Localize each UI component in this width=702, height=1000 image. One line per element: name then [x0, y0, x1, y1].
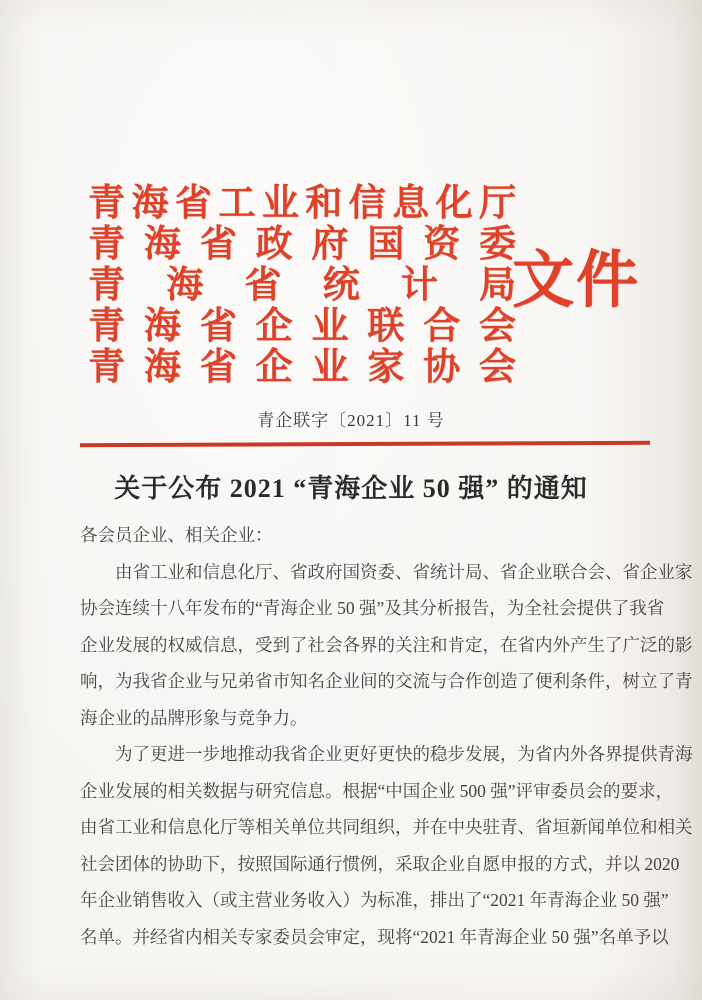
body-line: 由省工业和信息化厅等相关单位共同组织，并在中央驻青、省垣新闻单位和相关: [80, 817, 693, 837]
page-title: 关于公布 2021 “青海企业 50 强” 的通知: [114, 474, 588, 503]
letterhead-issuers: [88, 183, 516, 388]
issuer-line-2: 青 海 省 政 府 国 资 委: [88, 224, 516, 265]
issuer-line-4: 青 海 省 企 业 联 合 会: [88, 306, 516, 347]
salutation: 各会员企业、相关企业：: [80, 525, 273, 545]
document-label: 文件: [512, 247, 641, 315]
body-line: 协会连续十八年发布的“青海企业 50 强”及其分析报告，为全社会提供了我省: [80, 598, 665, 618]
issuer-line-1: 青 海 省 工 业 和 信 息 化 厅: [88, 183, 516, 224]
body-line: 企业发展的相关数据与研究信息。根据“中国企业 500 强”评审委员会的要求，: [80, 780, 674, 801]
body-line: 企业发展的权威信息，受到了社会各界的关注和肯定，在省内外产生了广泛的影: [80, 634, 693, 655]
document-body: [80, 517, 693, 955]
body-line: 社会团体的协助下，按照国际通行惯例，采取企业自愿申报的方式，并以 2020: [80, 853, 680, 874]
body-line: 由省工业和信息化厅、省政府国资委、省统计局、省企业联合会、省企业家: [115, 561, 693, 582]
document-number: 青企联字〔2021〕11 号: [257, 411, 445, 430]
body-line: 响，为我省企业与兄弟省市知名企业间的交流与合作创造了便利条件，树立了青: [80, 671, 693, 691]
body-line: 名单。并经省内相关专家委员会审定，现将“2021 年青海企业 50 强”名单予以: [80, 926, 669, 947]
red-divider-rule: [80, 441, 650, 447]
issuer-line-3: 青 海 省 统 计 局: [88, 265, 516, 306]
issuer-line-5: 青 海 省 企 业 家 协 会: [88, 347, 516, 388]
body-line: 年企业销售收入（或主营业务收入）为标准，排出了“2021 年青海企业 50 强”: [80, 890, 669, 910]
body-line: 为了更进一步地推动我省企业更好更快的稳步发展，为省内外各界提供青海: [115, 744, 693, 764]
body-line: 海企业的品牌形象与竞争力。: [80, 707, 308, 728]
